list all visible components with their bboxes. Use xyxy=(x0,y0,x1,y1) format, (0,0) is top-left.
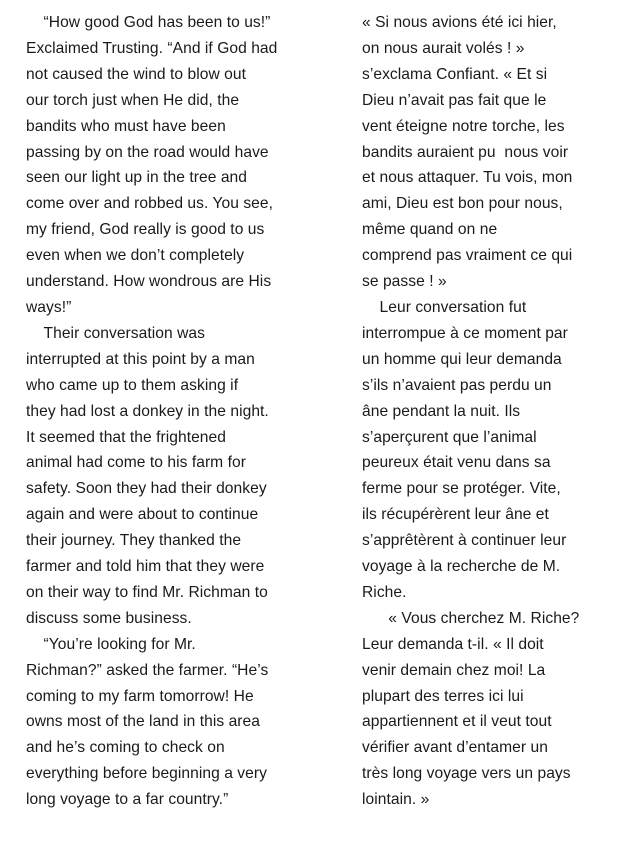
english-text-line: even when we don’t completely xyxy=(26,247,245,265)
french-text-line: plupart des terres ici lui xyxy=(362,687,524,705)
french-text-line: même quand on ne xyxy=(362,221,498,239)
french-text-line: Dieu n’avait pas fait que le xyxy=(362,91,547,109)
french-text-line: un homme qui leur demanda xyxy=(362,350,562,368)
english-text-line: Richman?” asked the farmer. “He’s xyxy=(26,661,269,679)
french-text-line: peureux était venu dans sa xyxy=(362,454,551,472)
english-text-line: come over and robbed us. You see, xyxy=(26,195,273,213)
english-text-line: coming to my farm tomorrow! He xyxy=(26,687,254,705)
french-text-line: s’exclama Confiant. « Et si xyxy=(362,65,548,83)
english-text-line: interrupted at this point by a man xyxy=(26,350,255,368)
french-text-line: lointain. » xyxy=(362,791,430,809)
french-text-line: ferme pour se protéger. Vite, xyxy=(362,480,561,498)
french-text-line: très long voyage vers un pays xyxy=(362,765,571,783)
english-text-line: seen our light up in the tree and xyxy=(26,169,247,187)
english-text-line: our torch just when He did, the xyxy=(26,91,240,109)
english-text-line: safety. Soon they had their donkey xyxy=(26,480,267,498)
english-text-line: It seemed that the frightened xyxy=(26,428,226,446)
english-text-line: again and were about to continue xyxy=(26,506,259,524)
english-text-line: they had lost a donkey in the night. xyxy=(26,402,269,420)
english-text-line: everything before beginning a very xyxy=(26,765,267,783)
english-text-line: their journey. They thanked the xyxy=(26,532,242,550)
french-text-column xyxy=(362,10,614,813)
english-text-line: discuss some business. xyxy=(26,609,192,627)
french-text-line: « Si nous avions été ici hier, xyxy=(362,14,557,31)
french-text-line: venir demain chez moi! La xyxy=(362,661,546,679)
english-text-line: understand. How wondrous are His xyxy=(26,273,272,291)
english-text-column xyxy=(26,10,318,813)
french-text-line: Leur conversation fut xyxy=(362,298,527,316)
english-text-line: “How good God has been to us!” xyxy=(26,14,271,31)
french-text-line: vent éteigne notre torche, les xyxy=(362,117,565,135)
english-text-line: passing by on the road would have xyxy=(26,143,269,161)
french-text-line: et nous attaquer. Tu vois, mon xyxy=(362,169,573,187)
english-text-line: “You’re looking for Mr. xyxy=(26,635,196,653)
english-text-line: not caused the wind to blow out xyxy=(26,65,247,83)
english-text-line: my friend, God really is good to us xyxy=(26,221,265,239)
french-text-line: Riche. xyxy=(362,583,407,601)
french-text-line: on nous aurait volés ! » xyxy=(362,39,525,57)
french-text-line: Leur demanda t-il. « Il doit xyxy=(362,635,544,653)
english-text-line: who came up to them asking if xyxy=(26,376,239,394)
english-text-line: bandits who must have been xyxy=(26,117,226,135)
english-text-line: on their way to find Mr. Richman to xyxy=(26,583,268,601)
french-text-line: ils récupérèrent leur âne et xyxy=(362,506,549,524)
english-text-line: and he’s coming to check on xyxy=(26,739,225,757)
french-text-line: s’ils n’avaient pas perdu un xyxy=(362,376,552,394)
french-text-line: voyage à la recherche de M. xyxy=(362,558,561,576)
french-text-line: âne pendant la nuit. Ils xyxy=(362,402,521,420)
french-text-line: bandits auraient pu nous voir xyxy=(362,143,569,161)
french-text-line: s’apprêtèrent à continuer leur xyxy=(362,532,567,550)
english-text-line: long voyage to a far country.” xyxy=(26,791,229,809)
english-text-line: Their conversation was xyxy=(26,324,205,342)
french-text-line: vérifier avant d’entamer un xyxy=(362,739,548,757)
english-text-line: ways!” xyxy=(26,298,72,316)
french-text-line: s’aperçurent que l’animal xyxy=(362,428,537,446)
french-text-line: interrompue à ce moment par xyxy=(362,324,568,342)
english-text-line: owns most of the land in this area xyxy=(26,713,260,731)
english-text-line: animal had come to his farm for xyxy=(26,454,246,472)
french-text-line: appartiennent et il veut tout xyxy=(362,713,552,731)
french-text-line: ami, Dieu est bon pour nous, xyxy=(362,195,563,213)
french-text-line: comprend pas vraiment ce qui xyxy=(362,247,573,265)
french-text-line: se passe ! » xyxy=(362,273,447,291)
english-text-line: farmer and told him that they were xyxy=(26,558,265,576)
french-text-line: « Vous cherchez M. Riche? xyxy=(362,609,580,627)
english-text-line: Exclaimed Trusting. “And if God had xyxy=(26,39,278,57)
